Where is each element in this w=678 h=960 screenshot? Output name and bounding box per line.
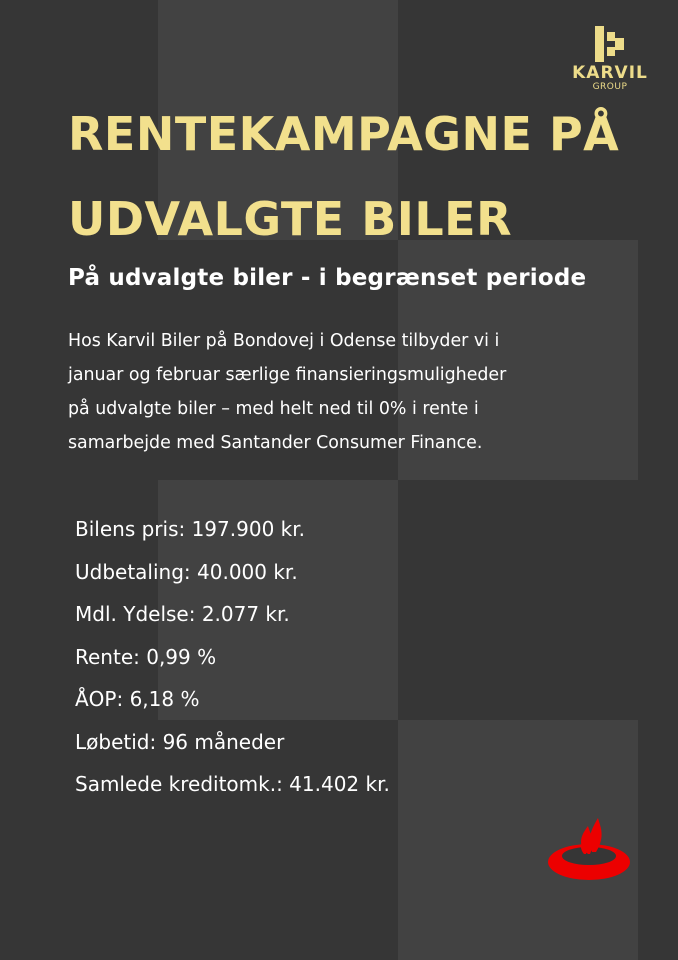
intro-line: på udvalgte biler – med helt ned til 0% i rente i xyxy=(68,399,479,419)
santander-flame-icon xyxy=(546,812,632,882)
logo-subtext: GROUP xyxy=(592,82,628,92)
detail-monthly-payment: Mdl. Ydelse: 2.077 kr. xyxy=(75,602,290,626)
intro-paragraph xyxy=(68,324,628,460)
detail-interest-rate: Rente: 0,99 % xyxy=(75,644,217,669)
logo-wordmark: KARVIL xyxy=(572,63,648,83)
detail-aop: ÅOP: 6,18 % xyxy=(75,687,200,711)
intro-line: samarbejde med Santander Consumer Finance. xyxy=(68,433,483,453)
intro-line: Hos Karvil Biler på Bondovej i Odense tilbyder vi i xyxy=(68,331,500,351)
detail-down-payment: Udbetaling: 40.000 kr. xyxy=(75,559,298,584)
detail-credit-cost: Samlede kreditomk.: 41.402 kr. xyxy=(75,772,390,796)
detail-term: Løbetid: 96 måneder xyxy=(75,729,285,754)
detail-price: Bilens pris: 197.900 kr. xyxy=(75,517,305,541)
k-logo-icon xyxy=(593,24,627,64)
title-line-1: RENTEKAMPAGNE PÅ xyxy=(68,107,620,161)
intro-line: januar og februar særlige finansieringsmuligheder xyxy=(68,365,507,385)
page-title xyxy=(68,92,628,262)
title-line-2: UDVALGTE BILER xyxy=(68,192,513,246)
subtitle: På udvalgte biler - i begrænset periode xyxy=(68,265,587,291)
financing-details xyxy=(75,508,390,806)
